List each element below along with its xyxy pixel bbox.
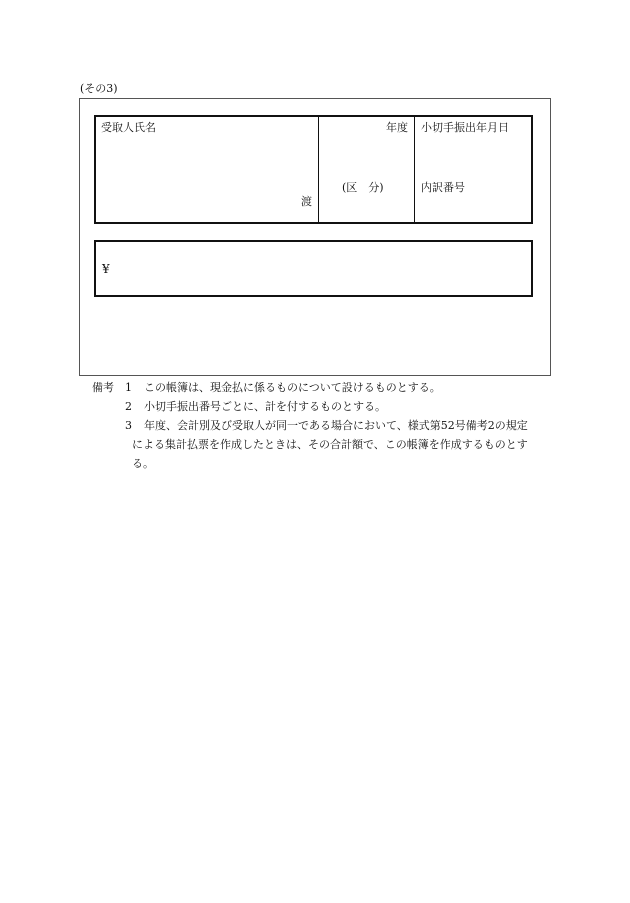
column-divider — [414, 117, 415, 222]
note-number: 2 — [125, 400, 132, 413]
classification-label: (区 分) — [342, 181, 384, 194]
note-text: 年度、会計別及び受取人が同一である場合において、様式第52号備考2の規定 — [144, 419, 528, 432]
note-number: 1 — [125, 381, 132, 394]
breakdown-number-label: 内訳番号 — [421, 181, 465, 194]
amount-box — [94, 240, 533, 297]
note-text: この帳簿は、現金払に係るものについて設けるものとする。 — [144, 381, 441, 394]
column-divider — [318, 117, 319, 222]
notes-heading: 備考 — [92, 381, 114, 394]
yen-symbol: ¥ — [102, 262, 110, 276]
note-text-continued: る。 — [132, 457, 154, 470]
fiscal-year-label: 年度 — [386, 121, 408, 134]
note-text-continued: による集計払票を作成したときは、その合計額で、この帳簿を作成するものとす — [132, 438, 528, 451]
recipient-table — [94, 115, 533, 224]
check-issue-date-label: 小切手振出年月日 — [421, 121, 509, 134]
note-text: 小切手振出番号ごとに、計を付するものとする。 — [144, 400, 386, 413]
form-number-label: (その3) — [80, 82, 118, 95]
watashi-label: 渡 — [301, 195, 312, 208]
recipient-name-label: 受取人氏名 — [101, 121, 156, 134]
note-number: 3 — [125, 419, 132, 432]
